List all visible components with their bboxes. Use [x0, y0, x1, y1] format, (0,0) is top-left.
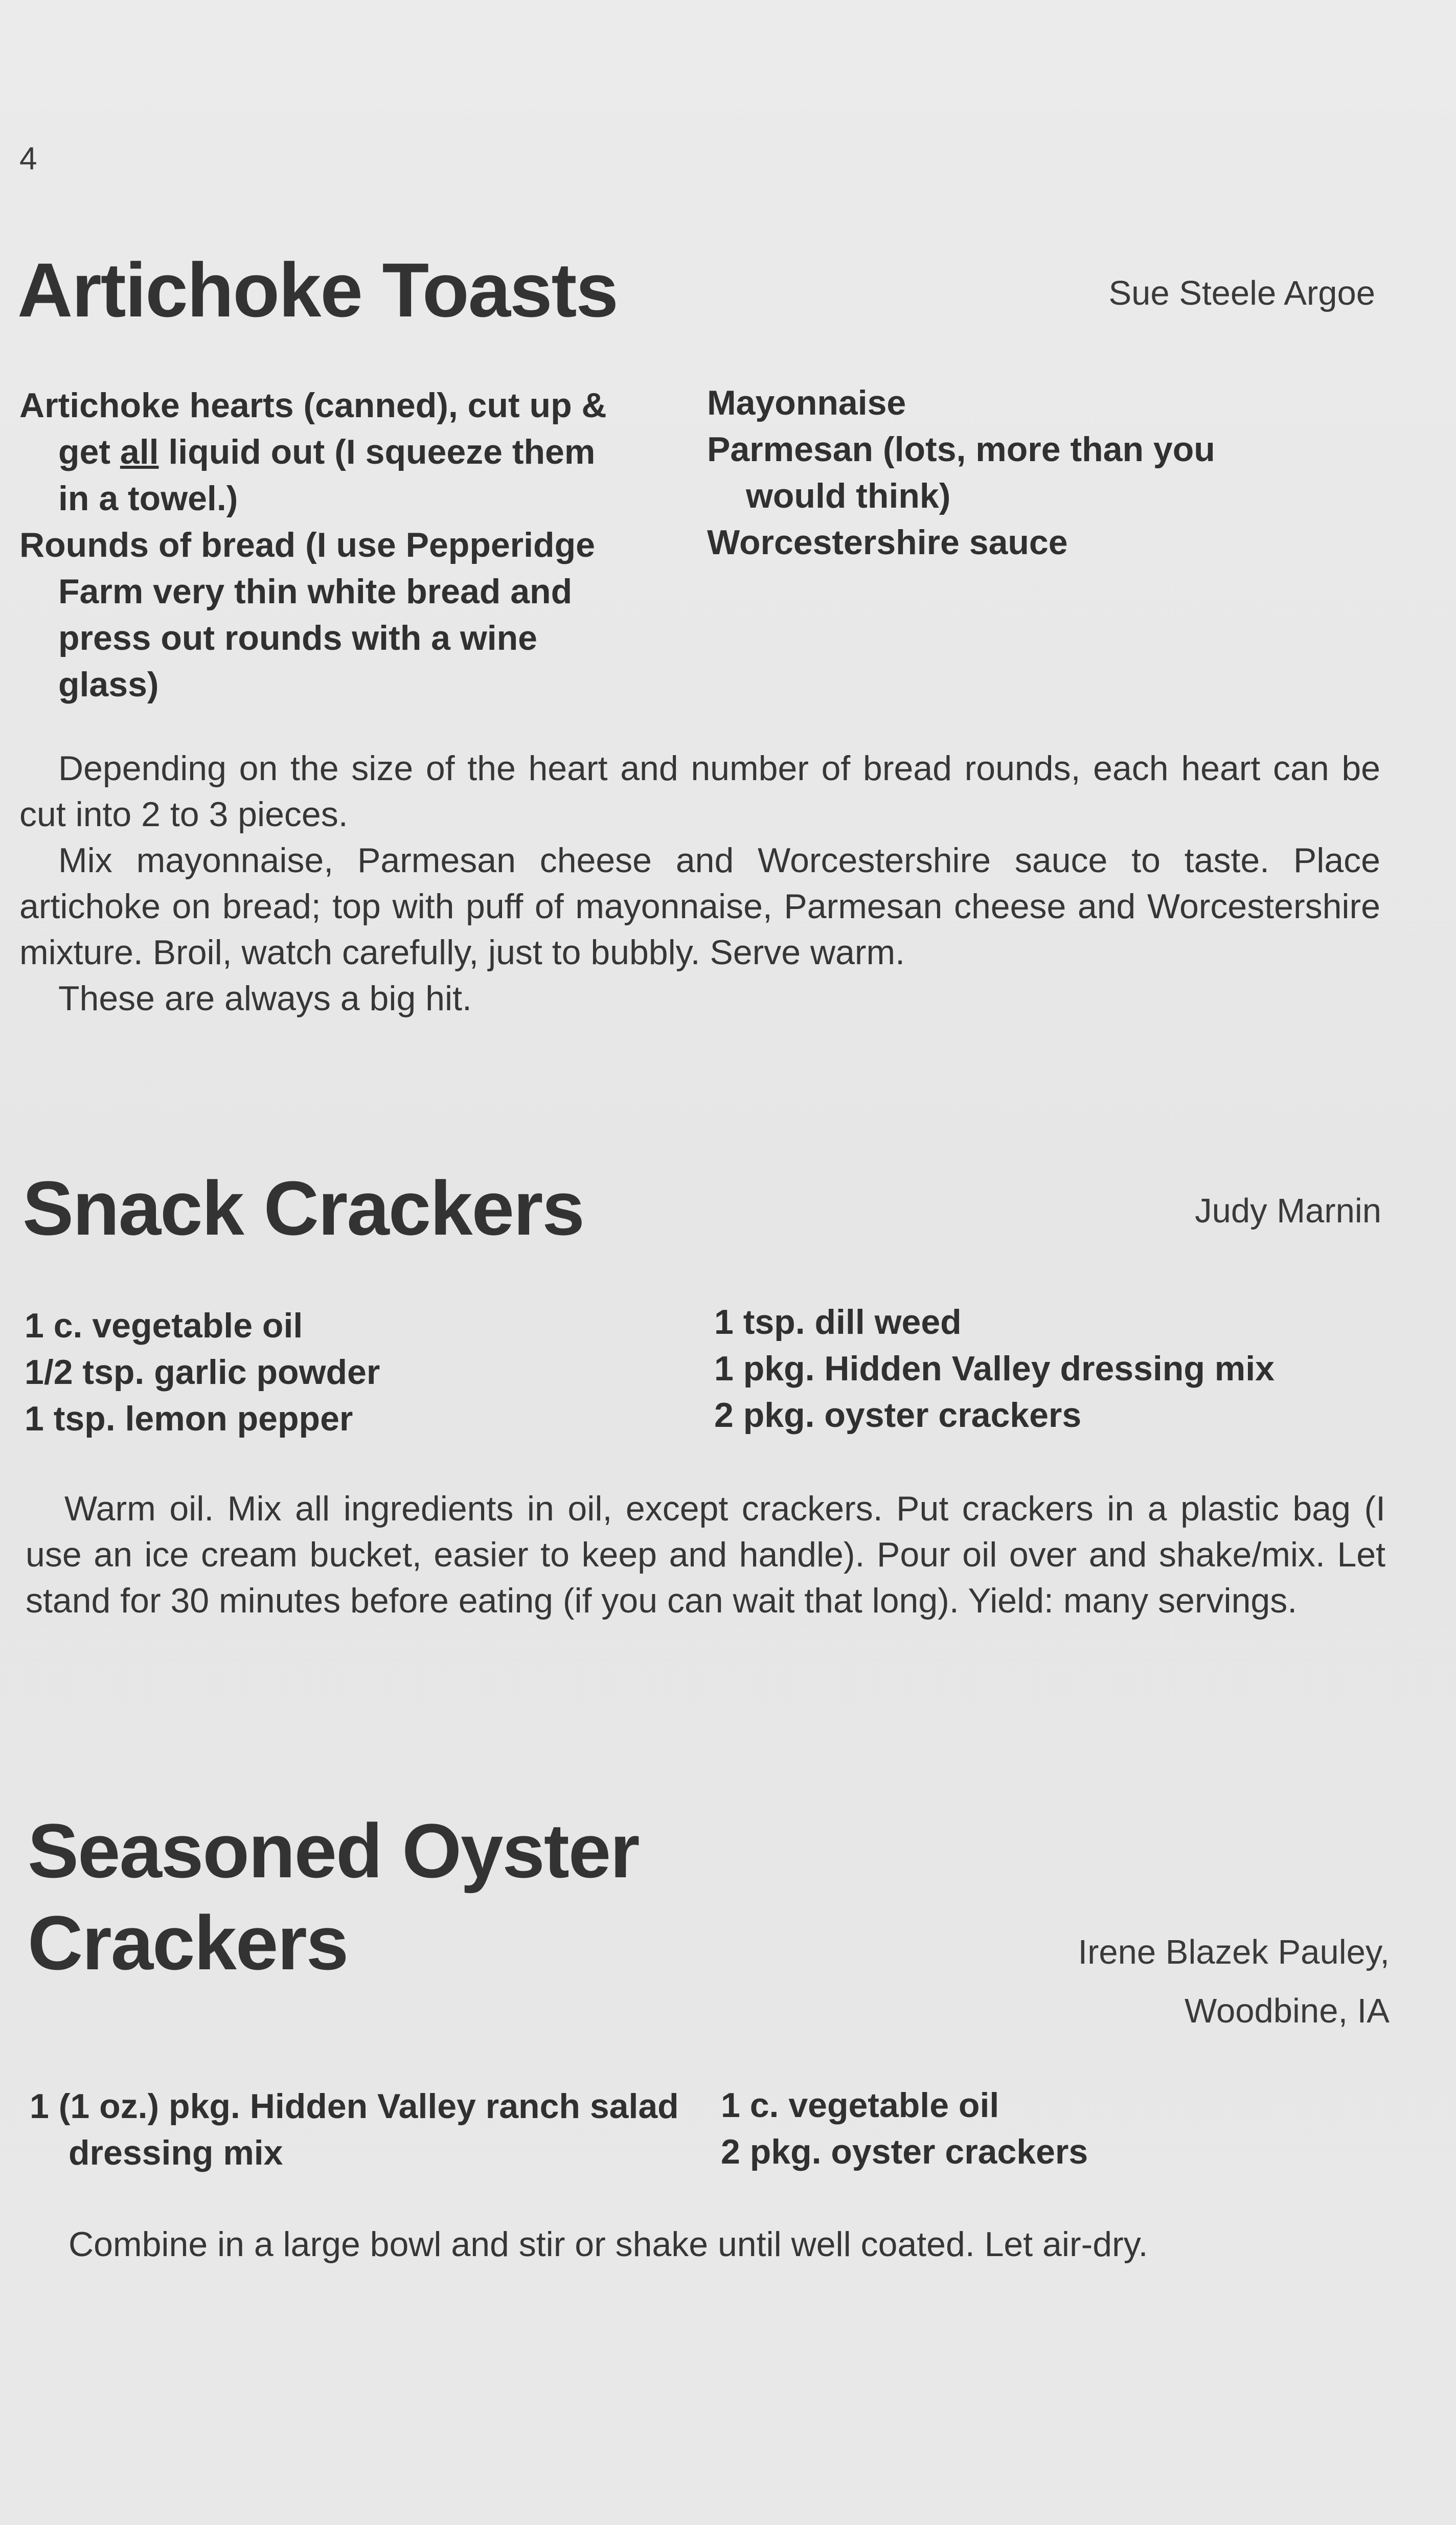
recipe-author-location: Woodbine, IA	[1184, 1992, 1390, 2030]
recipe-directions	[19, 745, 1380, 1021]
direction-paragraph: These are always a big hit.	[58, 979, 472, 1018]
ingredient-item: 1 (1 oz.) pkg. Hidden Valley ranch salad dressing mix	[30, 2087, 679, 2172]
ingredient-item: Rounds of bread (I use Pepperidge Farm very thin white bread and press out rounds with a wine glass)	[19, 526, 595, 704]
ingredient-item: Mayonnaise	[707, 383, 906, 422]
recipe-author: Judy Marnin	[1195, 1192, 1381, 1230]
recipe-title-line-2: Crackers	[28, 1900, 348, 1986]
ingredients-right-column	[714, 1299, 1379, 1439]
ingredient-item: Worcestershire sauce	[707, 523, 1068, 562]
recipe-title-line-1: Seasoned Oyster	[28, 1808, 639, 1894]
ingredient-item: 1 tsp. dill weed	[714, 1303, 962, 1341]
ingredients-right-column	[707, 380, 1300, 566]
ingredient-item: 1 c. vegetable oil	[25, 1306, 303, 1345]
ingredient-item: 1 c. vegetable oil	[721, 2086, 999, 2125]
recipe-directions	[30, 2221, 1390, 2267]
ingredient-item: 1/2 tsp. garlic powder	[25, 1353, 380, 1392]
ingredient-item: Parmesan (lots, more than you would think)	[707, 430, 1215, 515]
direction-paragraph: Combine in a large bowl and stir or shake until well coated. Let air-dry.	[69, 2225, 1148, 2264]
ingredient-item: Artichoke hearts (canned), cut up & get all liquid out (I squeeze them in a towel.)	[19, 386, 607, 518]
recipe-title: Artichoke Toasts	[17, 247, 618, 333]
ingredient-item: 1 tsp. lemon pepper	[25, 1399, 353, 1438]
recipe-directions	[26, 1486, 1385, 1624]
ingredients-left-column	[30, 2083, 704, 2176]
recipe-author: Sue Steele Argoe	[1108, 274, 1375, 312]
direction-paragraph: Warm oil. Mix all ingredients in oil, except crackers. Put crackers in a plastic bag (I use an ice cream bucket, easier to keep and handle). Pour oil over and shake/mix. Let stand for 30 minutes before eating (if you can wait that long). Yield: many servings.	[26, 1489, 1385, 1620]
recipe-author-name: Irene Blazek Pauley,	[1078, 1933, 1390, 1971]
direction-paragraph: Mix mayonnaise, Parmesan cheese and Worcestershire sauce to taste. Place artichoke on bread; top with puff of mayonnaise, Parmesan cheese and Worcestershire mixture. Broil, watch carefully, just to bubbly. Serve warm.	[19, 841, 1380, 972]
ingredients-left-column	[25, 1303, 638, 1442]
ingredient-item: 2 pkg. oyster crackers	[714, 1396, 1082, 1435]
page-number: 4	[19, 141, 37, 176]
direction-paragraph: Depending on the size of the heart and number of bread rounds, each heart can be cut into 2 to 3 pieces.	[19, 749, 1380, 834]
recipe-title: Snack Crackers	[22, 1165, 584, 1251]
ingredients-right-column	[721, 2082, 1334, 2175]
ingredient-item: 2 pkg. oyster crackers	[721, 2132, 1088, 2171]
ingredients-left-column	[19, 382, 633, 708]
ingredient-item: 1 pkg. Hidden Valley dressing mix	[714, 1349, 1275, 1388]
